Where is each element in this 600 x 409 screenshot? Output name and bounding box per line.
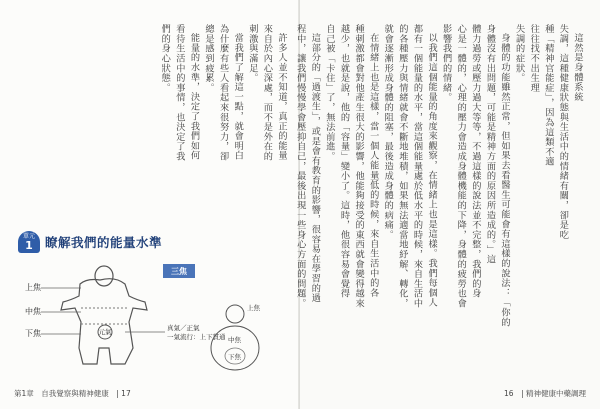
text-column: 能量的水準，決定了我們如何 <box>188 33 200 161</box>
text-column: 體力過勞或壓力過大等等，不過這樣的說法並不完整，我們的身 <box>469 24 481 299</box>
level-lines <box>25 282 81 338</box>
text-column: 失調的症狀。 <box>513 24 525 83</box>
diagram-header: 三焦 <box>171 267 187 276</box>
text-column: 身體的功能雖然正常，但如果去看醫生可能會有這樣的說法：「你的 <box>499 33 511 327</box>
section-badge <box>18 231 40 253</box>
page-footer-left: 第1章 自我覺察與精神健康 | 17 <box>14 389 131 398</box>
text-column: 這然是身體系統 <box>572 33 583 102</box>
legend <box>125 323 226 341</box>
text-column: 就會逐漸形成身體的阻塞，最後造成身體的病痛。 <box>382 24 394 240</box>
text-column: 為什麼有些人看起來很努力，卻 <box>217 24 229 162</box>
energy-diagram <box>25 262 295 372</box>
middle-level-label: 中焦 <box>25 307 41 316</box>
text-column: 們的身心狀態。 <box>159 24 171 93</box>
text-column: 的各種壓力與情緒就會不斷地堆積，如果無法適當地紓解、轉化， <box>396 24 408 309</box>
belly-label: 元氣 <box>98 328 112 336</box>
text-column: 程中，讓我們慢慢學會壓抑自己，最後出現一些身心方面的問題。 <box>294 24 306 309</box>
text-column: 心是一體的，心理的壓力會造成身體機能的下降，身體的疲勞也會 <box>455 24 467 309</box>
text-column: 總是感到疲累。 <box>203 24 215 93</box>
legend-text-2: 一氣流行：上下貫通 <box>167 333 226 341</box>
text-column: 當我們了解這一點，就會明白 <box>232 33 244 161</box>
small-upper-label: 上焦 <box>247 304 260 312</box>
small-middle-label: 中焦 <box>228 336 241 344</box>
text-column: 以我們這個能量的角度來觀察，在情緒上也是這樣。我們每個人 <box>426 33 438 308</box>
badge-label: 單元 <box>22 233 35 240</box>
legend-text: 真氣／正氣 <box>167 324 200 332</box>
text-column: 影響我們的情緒。 <box>440 24 452 103</box>
page-footer-right: 16 | 精神健康中藥調理 <box>504 389 586 398</box>
text-column: 種「精神官能症」，因為這類不適 <box>542 24 554 167</box>
text-column: 都有一個能量的水平，當這個能量處於低水平的時候，來自生活中 <box>411 24 423 309</box>
badge-number: 1 <box>25 239 33 252</box>
text-column: 許多人並不知道，真正的能量 <box>276 33 287 161</box>
left-body-text <box>159 24 287 226</box>
right-body-text <box>294 24 583 354</box>
head <box>95 266 113 286</box>
text-column: 自己被「卡住」了，無法前進。 <box>323 24 335 162</box>
text-column: 失調，這種健康狀態與生活中的情緒有關，卻是吃 <box>557 24 569 240</box>
section-heading <box>18 231 162 253</box>
right-page <box>294 0 600 409</box>
text-column: 種刺激都會對他產生很大的影響，他能夠接受的東西就會變得越來 <box>353 24 365 309</box>
text-column: 往往找不出生理 <box>528 24 540 93</box>
text-column: 身體沒有出問題，可能是精神方面的原因所造成的。」這 <box>484 24 496 265</box>
text-column: 來自於內心深處，而不是外在的 <box>261 24 273 162</box>
text-column: 看待生活中的事情，也決定了我 <box>173 24 185 162</box>
lower-level-label: 下焦 <box>25 329 41 338</box>
text-column: 在情緒上也是這樣，當一個人能量低的時候，來自生活中的各 <box>367 33 379 298</box>
text-column: 越少，也就是說，他的「容量」變小了。這時，他很容易會覺得 <box>338 24 350 299</box>
upper-level-label: 上焦 <box>25 283 41 292</box>
text-column: 這部分的「過渡生」，或是會有教育的影響，很容易在學習的過 <box>309 33 321 303</box>
human-figure <box>61 266 147 364</box>
small-lower-label: 下焦 <box>228 353 241 361</box>
text-column: 刺激與滿足。 <box>246 24 258 83</box>
section-title: 瞭解我們的能量水準 <box>45 235 163 250</box>
